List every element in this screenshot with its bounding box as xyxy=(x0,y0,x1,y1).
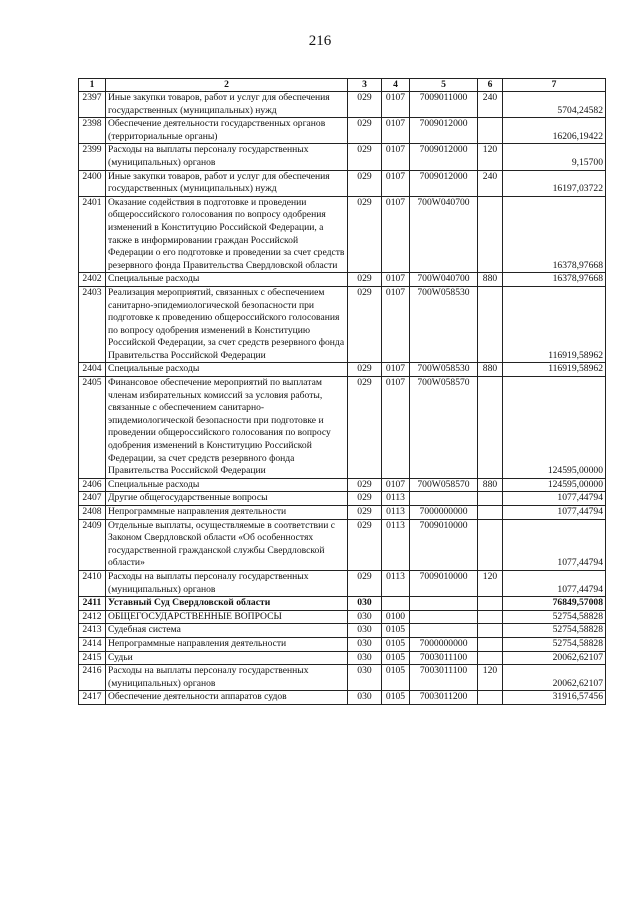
row-target-code: 700W040700 xyxy=(410,273,478,287)
column-header: 2 xyxy=(106,79,348,92)
row-section-code: 0107 xyxy=(382,273,410,287)
row-section-code: 0113 xyxy=(382,519,410,570)
row-amount: 116919,58962 xyxy=(503,363,606,377)
row-expense-type: 240 xyxy=(478,92,503,118)
row-amount: 52754,58828 xyxy=(503,624,606,638)
row-target-code: 7009012000 xyxy=(410,144,478,170)
row-expense-type: 240 xyxy=(478,170,503,196)
row-amount: 16378,97668 xyxy=(503,196,606,273)
row-amount: 20062,62107 xyxy=(503,651,606,665)
column-header: 1 xyxy=(79,79,106,92)
row-target-code: 700W058530 xyxy=(410,363,478,377)
row-department-code: 029 xyxy=(348,363,382,377)
row-department-code: 029 xyxy=(348,170,382,196)
row-expense-type: 880 xyxy=(478,478,503,492)
row-name: Обеспечение деятельности аппаратов судов xyxy=(106,691,348,705)
row-amount: 76849,57008 xyxy=(503,597,606,611)
row-expense-type xyxy=(478,691,503,705)
row-expense-type xyxy=(478,196,503,273)
row-department-code: 029 xyxy=(348,570,382,596)
row-section-code: 0105 xyxy=(382,665,410,691)
table-row xyxy=(79,637,606,651)
row-number: 2415 xyxy=(79,651,106,665)
row-target-code: 7009010000 xyxy=(410,570,478,596)
row-number: 2411 xyxy=(79,597,106,611)
row-number: 2397 xyxy=(79,92,106,118)
row-number: 2414 xyxy=(79,637,106,651)
row-target-code xyxy=(410,597,478,611)
row-section-code xyxy=(382,597,410,611)
row-target-code: 7003011200 xyxy=(410,691,478,705)
row-department-code: 029 xyxy=(348,478,382,492)
table-row xyxy=(79,196,606,273)
row-department-code: 029 xyxy=(348,377,382,479)
row-expense-type xyxy=(478,597,503,611)
row-target-code: 700W058570 xyxy=(410,478,478,492)
row-number: 2407 xyxy=(79,492,106,506)
row-section-code: 0107 xyxy=(382,144,410,170)
row-amount: 16197,03722 xyxy=(503,170,606,196)
table-row xyxy=(79,506,606,520)
table-row xyxy=(79,624,606,638)
row-department-code: 029 xyxy=(348,196,382,273)
row-name: Оказание содействия в подготовке и проведении общероссийского голосования по вопросу одобрения изменений в Конституцию Российской Федерации, а также в информировании граждан Российской Федерации о его подготовке и проведении за счет средств резервного фонда Правительства Свердловской области xyxy=(106,196,348,273)
row-expense-type xyxy=(478,506,503,520)
column-header: 7 xyxy=(503,79,606,92)
row-expense-type xyxy=(478,118,503,144)
row-number: 2399 xyxy=(79,144,106,170)
row-section-code: 0105 xyxy=(382,651,410,665)
row-amount: 16378,97668 xyxy=(503,273,606,287)
row-name: Специальные расходы xyxy=(106,363,348,377)
column-header: 6 xyxy=(478,79,503,92)
row-section-code: 0107 xyxy=(382,377,410,479)
row-number: 2405 xyxy=(79,377,106,479)
row-expense-type xyxy=(478,637,503,651)
row-expense-type xyxy=(478,492,503,506)
header-row xyxy=(79,79,606,92)
row-department-code: 029 xyxy=(348,492,382,506)
row-department-code: 029 xyxy=(348,273,382,287)
row-target-code xyxy=(410,610,478,624)
row-name: Расходы на выплаты персоналу государственных (муниципальных) органов xyxy=(106,144,348,170)
table-row xyxy=(79,377,606,479)
row-section-code: 0107 xyxy=(382,196,410,273)
row-expense-type xyxy=(478,624,503,638)
table-row xyxy=(79,570,606,596)
row-amount: 5704,24582 xyxy=(503,92,606,118)
row-department-code: 030 xyxy=(348,691,382,705)
row-amount: 20062,62107 xyxy=(503,665,606,691)
row-name: Судебная система xyxy=(106,624,348,638)
row-amount: 1077,44794 xyxy=(503,570,606,596)
row-expense-type xyxy=(478,651,503,665)
table-row xyxy=(79,92,606,118)
row-name: Уставный Суд Свердловской области xyxy=(106,597,348,611)
row-name: Специальные расходы xyxy=(106,478,348,492)
table-body xyxy=(79,92,606,705)
column-header: 3 xyxy=(348,79,382,92)
table-row xyxy=(79,597,606,611)
row-number: 2406 xyxy=(79,478,106,492)
row-expense-type xyxy=(478,377,503,479)
row-department-code: 029 xyxy=(348,506,382,520)
row-amount: 124595,00000 xyxy=(503,377,606,479)
row-target-code: 7003011100 xyxy=(410,651,478,665)
row-target-code: 7000000000 xyxy=(410,506,478,520)
row-number: 2404 xyxy=(79,363,106,377)
row-amount: 16206,19422 xyxy=(503,118,606,144)
row-section-code: 0113 xyxy=(382,506,410,520)
row-amount: 31916,57456 xyxy=(503,691,606,705)
row-section-code: 0107 xyxy=(382,92,410,118)
row-expense-type: 880 xyxy=(478,363,503,377)
page-number: 216 xyxy=(308,33,332,49)
row-department-code: 029 xyxy=(348,144,382,170)
column-header: 5 xyxy=(410,79,478,92)
row-number: 2416 xyxy=(79,665,106,691)
row-number: 2417 xyxy=(79,691,106,705)
table-row xyxy=(79,691,606,705)
row-name: Другие общегосударственные вопросы xyxy=(106,492,348,506)
row-expense-type xyxy=(478,286,503,363)
row-amount: 124595,00000 xyxy=(503,478,606,492)
row-target-code: 7003011100 xyxy=(410,665,478,691)
row-target-code: 7009010000 xyxy=(410,519,478,570)
row-section-code: 0100 xyxy=(382,610,410,624)
row-department-code: 029 xyxy=(348,519,382,570)
table-row xyxy=(79,363,606,377)
row-target-code: 700W058570 xyxy=(410,377,478,479)
table-row xyxy=(79,492,606,506)
row-target-code xyxy=(410,624,478,638)
row-department-code: 030 xyxy=(348,637,382,651)
row-department-code: 029 xyxy=(348,92,382,118)
row-department-code: 030 xyxy=(348,651,382,665)
row-number: 2412 xyxy=(79,610,106,624)
row-amount: 52754,58828 xyxy=(503,610,606,624)
row-number: 2413 xyxy=(79,624,106,638)
row-target-code: 700W058530 xyxy=(410,286,478,363)
row-amount: 1077,44794 xyxy=(503,519,606,570)
row-name: Иные закупки товаров, работ и услуг для обеспечения государственных (муниципальных) нужд xyxy=(106,170,348,196)
row-section-code: 0113 xyxy=(382,492,410,506)
row-section-code: 0107 xyxy=(382,363,410,377)
table-row xyxy=(79,651,606,665)
row-amount: 1077,44794 xyxy=(503,492,606,506)
table-row xyxy=(79,665,606,691)
row-department-code: 029 xyxy=(348,286,382,363)
table-row xyxy=(79,144,606,170)
row-target-code: 7000000000 xyxy=(410,637,478,651)
row-expense-type: 120 xyxy=(478,570,503,596)
table-row xyxy=(79,273,606,287)
row-name: Расходы на выплаты персоналу государственных (муниципальных) органов xyxy=(106,665,348,691)
table-row xyxy=(79,286,606,363)
row-name: Обеспечение деятельности государственных органов (территориальные органы) xyxy=(106,118,348,144)
row-department-code: 030 xyxy=(348,624,382,638)
row-target-code: 7009012000 xyxy=(410,170,478,196)
table-row xyxy=(79,170,606,196)
row-amount: 116919,58962 xyxy=(503,286,606,363)
row-section-code: 0105 xyxy=(382,691,410,705)
row-section-code: 0107 xyxy=(382,170,410,196)
row-number: 2408 xyxy=(79,506,106,520)
row-number: 2409 xyxy=(79,519,106,570)
row-name: Специальные расходы xyxy=(106,273,348,287)
row-section-code: 0107 xyxy=(382,478,410,492)
row-number: 2403 xyxy=(79,286,106,363)
row-expense-type xyxy=(478,519,503,570)
row-number: 2398 xyxy=(79,118,106,144)
row-name: Судьи xyxy=(106,651,348,665)
row-target-code: 7009011000 xyxy=(410,92,478,118)
table-row xyxy=(79,610,606,624)
row-target-code: 7009012000 xyxy=(410,118,478,144)
row-section-code: 0105 xyxy=(382,637,410,651)
row-amount: 9,15700 xyxy=(503,144,606,170)
table-row xyxy=(79,118,606,144)
row-expense-type: 880 xyxy=(478,273,503,287)
row-number: 2402 xyxy=(79,273,106,287)
table-row xyxy=(79,478,606,492)
row-name: Расходы на выплаты персоналу государственных (муниципальных) органов xyxy=(106,570,348,596)
row-name: Финансовое обеспечение мероприятий по выплатам членам избирательных комиссий за условия работы, связанные с обеспечением санитарно-эпидемиологической безопасности при подготовке и проведении общероссийского голосования по вопросу одобрения изменений в Конституцию Российской Федерации, за счет средств резервного фонда Правительства Российской Федерации xyxy=(106,377,348,479)
row-target-code: 700W040700 xyxy=(410,196,478,273)
row-name: Иные закупки товаров, работ и услуг для обеспечения государственных (муниципальных) нужд xyxy=(106,92,348,118)
row-department-code: 029 xyxy=(348,118,382,144)
row-name: ОБЩЕГОСУДАРСТВЕННЫЕ ВОПРОСЫ xyxy=(106,610,348,624)
row-department-code: 030 xyxy=(348,610,382,624)
row-expense-type xyxy=(478,610,503,624)
row-expense-type: 120 xyxy=(478,665,503,691)
column-header: 4 xyxy=(382,79,410,92)
row-number: 2410 xyxy=(79,570,106,596)
row-name: Непрограммные направления деятельности xyxy=(106,637,348,651)
row-department-code: 030 xyxy=(348,665,382,691)
budget-table xyxy=(78,78,606,705)
table-row xyxy=(79,519,606,570)
row-number: 2400 xyxy=(79,170,106,196)
row-amount: 1077,44794 xyxy=(503,506,606,520)
row-name: Непрограммные направления деятельности xyxy=(106,506,348,520)
row-section-code: 0113 xyxy=(382,570,410,596)
row-number: 2401 xyxy=(79,196,106,273)
row-name: Отдельные выплаты, осуществляемые в соответствии с Законом Свердловской области «Об особенностях государственной гражданской службы Свердловской области» xyxy=(106,519,348,570)
row-department-code: 030 xyxy=(348,597,382,611)
row-name: Реализация мероприятий, связанных с обеспечением санитарно-эпидемиологической безопасности при подготовке к проведению общероссийского голосования по вопросу одобрения изменений в Конституцию Российской Федерации, за счет средств резервного фонда Правительства Российской Федерации xyxy=(106,286,348,363)
row-amount: 52754,58828 xyxy=(503,637,606,651)
row-section-code: 0105 xyxy=(382,624,410,638)
row-target-code xyxy=(410,492,478,506)
row-section-code: 0107 xyxy=(382,118,410,144)
row-expense-type: 120 xyxy=(478,144,503,170)
row-section-code: 0107 xyxy=(382,286,410,363)
